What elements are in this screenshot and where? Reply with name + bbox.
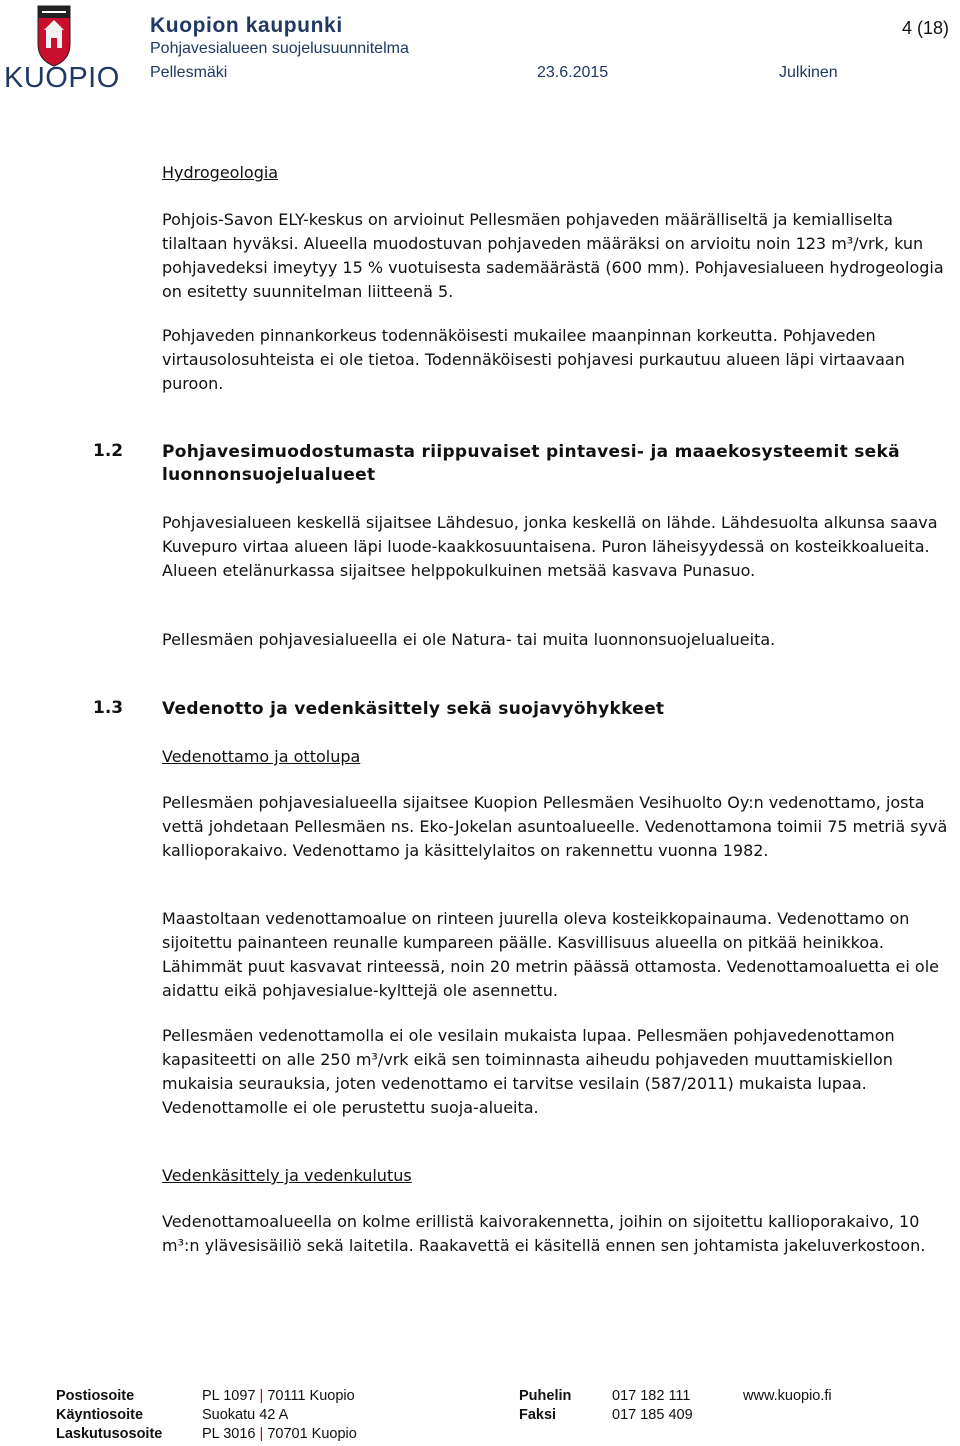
footer-postal-city: 70111 Kuopio <box>267 1388 355 1404</box>
footer-visit-address: Suokatu 42 A <box>202 1407 289 1423</box>
header-date: 23.6.2015 <box>537 64 609 81</box>
footer-separator: | <box>259 1388 264 1404</box>
subsection-treatment-heading: Vedenkäsittely ja vedenkulutus <box>162 1166 412 1185</box>
footer-separator: | <box>259 1426 264 1442</box>
header-status: Julkinen <box>779 64 838 81</box>
section-1-3-paragraph-3: Pellesmäen vedenottamolla ei ole vesilain mukaista lupaa. Pellesmäen pohjavedenottamon kapasiteetti on alle 250 m³/vrk eikä sen toiminnasta aiheudu pohjaveden muuttamiskiellon mukaisia seurauksia, joten vedenottamo ei tarvitse vesilain (587/2011) mukaista lupaa. Vedenottamolle ei ole perustettu suoja-alueita. <box>162 1026 895 1117</box>
footer-billing-address <box>202 1426 357 1442</box>
hydrogeology-paragraph-1: Pohjois-Savon ELY-keskus on arvioinut Pellesmäen pohjaveden määrälliseltä ja kemialliselta tilaltaan hyväksi. Alueella muodostuvan pohjaveden määräksi on arvioitu noin 123 m³/vrk, kun pohjavedeksi imeytyy 15 % vuotuisesta sademäärästä (600 mm). Pohjavesialueen hydrogeologia on esitetty suunnitelman liitteenä 5. <box>162 210 944 301</box>
section-1-2-paragraph-1: Pohjavesialueen keskellä sijaitsee Lähdesuo, jonka keskellä on lähde. Lähdesuolta alkunsa saava Kuvepuro virtaa alueen läpi luode-kaakkosuuntaisena. Puron läheisyydessä on kosteikkoalueita. Alueen etelänurkassa sijaitsee helppokulkuinen metsää kasvava Punasuo. <box>162 513 938 580</box>
section-1-3-title: Vedenotto ja vedenkäsittely sekä suojavyöhykkeet <box>162 699 665 719</box>
footer-fax-value: 017 185 409 <box>612 1407 693 1423</box>
footer-phone-label: Puhelin <box>519 1388 572 1404</box>
section-1-3-paragraph-4: Vedenottamoalueella on kolme erillistä kaivorakennetta, joihin on sijoitettu kallioporakaivo, 10 m³:n ylävesisäiliö sekä laitetila. Raakavettä ei käsitellä ennen sen johtamista jakeluverkostoon. <box>162 1212 926 1255</box>
kuopio-logo <box>4 4 120 96</box>
section-1-2-paragraph-2: Pellesmäen pohjavesialueella ei ole Natura- tai muita luonnonsuojelualueita. <box>162 630 776 649</box>
footer-postal-box: PL 1097 <box>202 1388 256 1404</box>
footer-billing-label: Laskutusosoite <box>56 1426 163 1442</box>
section-1-2-title: Pohjavesimuodostumasta riippuvaiset pintavesi- ja maaekosysteemit sekä luonnonsuojelualueet <box>162 442 900 485</box>
footer-website-link[interactable]: www.kuopio.fi <box>743 1388 832 1404</box>
footer-phone-value: 017 182 111 <box>612 1388 691 1404</box>
hydrogeology-paragraph-2: Pohjaveden pinnankorkeus todennäköisesti mukailee maanpinnan korkeutta. Pohjaveden virtausolosuhteista ei ole tietoa. Todennäköisesti pohjavesi purkautuu alueen läpi virtaavaan puroon. <box>162 326 905 393</box>
header-area: Pellesmäki <box>150 64 228 81</box>
page-number: 4 (18) <box>901 18 949 38</box>
hydrogeology-heading: Hydrogeologia <box>162 163 279 182</box>
footer-billing-city: 70701 Kuopio <box>267 1426 357 1442</box>
section-1-3-number: 1.3 <box>93 698 124 718</box>
footer-visit-label: Käyntiosoite <box>56 1407 144 1423</box>
logo-text: KUOPIO <box>4 62 120 94</box>
footer-postal-label: Postiosoite <box>56 1388 135 1404</box>
section-1-3-paragraph-1: Pellesmäen pohjavesialueella sijaitsee Kuopion Pellesmäen Vesihuolto Oy:n vedenottamo, josta vettä johdetaan Pellesmäen ns. Eko-Jokelan asuntoalueelle. Vedenottamona toimii 75 metriä syvä kallioporakaivo. Vedenottamo ja käsittelylaitos on rakennettu vuonna 1982. <box>162 793 948 860</box>
section-1-2-number: 1.2 <box>93 441 124 461</box>
header-doc-title: Pohjavesialueen suojelusuunnitelma <box>150 40 409 57</box>
footer-billing-box: PL 3016 <box>202 1426 256 1442</box>
footer-postal-address <box>202 1388 355 1404</box>
footer-fax-label: Faksi <box>519 1407 557 1423</box>
header-org: Kuopion kaupunki <box>150 14 343 37</box>
section-1-3-paragraph-2: Maastoltaan vedenottamoalue on rinteen juurella oleva kosteikkopainauma. Vedenottamo on sijoitettu painanteen reunalle kumpareen päälle. Kasvillisuus alueella on pitkää heinikkoa. Lähimmät puut kasvavat rinteessä, noin 20 metrin päässä ottamosta. Vedenottamoaluetta ei ole aidattu eikä pohjavesialue-kylttejä ole asennettu. <box>162 909 939 1000</box>
subsection-intake-heading: Vedenottamo ja ottolupa <box>162 747 361 766</box>
